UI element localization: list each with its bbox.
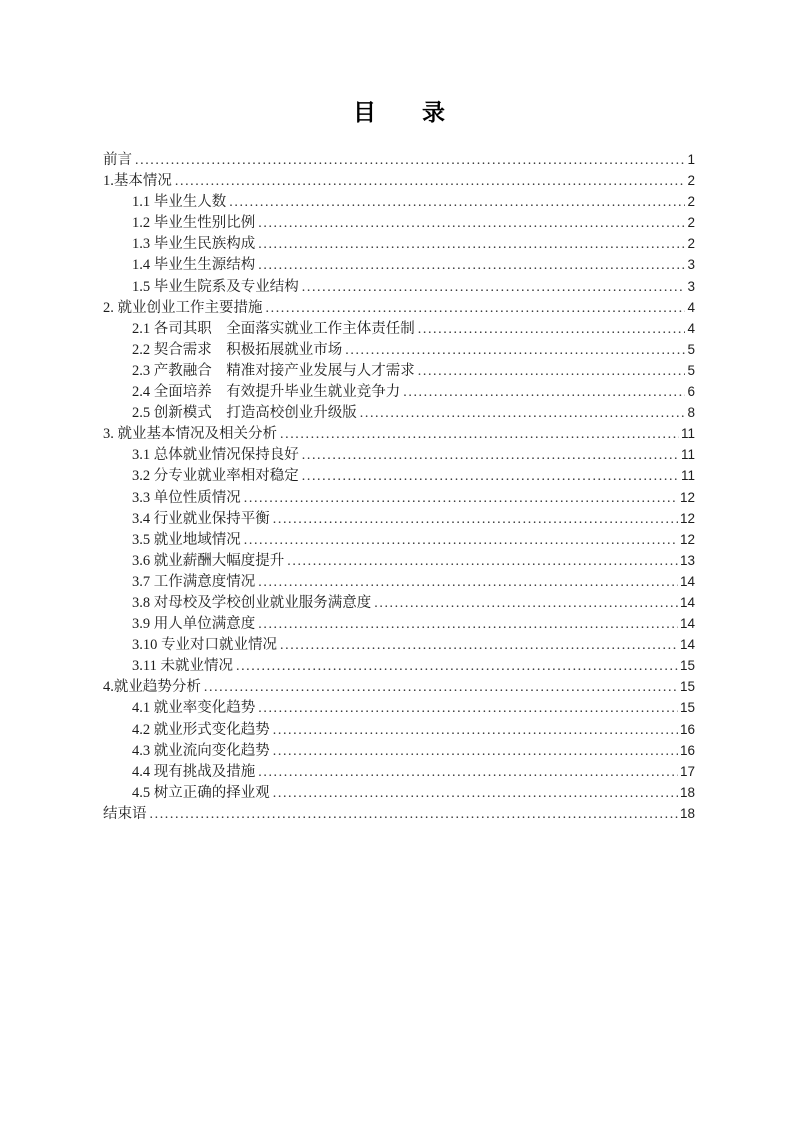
- toc-entry-page: 18: [679, 784, 695, 800]
- toc-entry-page: 11: [680, 426, 695, 442]
- toc-entry-page: 4: [687, 320, 695, 336]
- toc-entry-label: 3.5 就业地域情况: [132, 531, 241, 548]
- toc-entry-page: 12: [679, 510, 695, 526]
- toc-entry[interactable]: [103, 212, 695, 233]
- toc-entry-label: 3.6 就业薪酬大幅度提升: [132, 552, 285, 569]
- toc-entry[interactable]: [103, 360, 695, 381]
- toc-entry-label: 3.10 专业对口就业情况: [132, 637, 277, 654]
- dot-leader: [258, 698, 678, 719]
- toc-entry[interactable]: [103, 191, 695, 212]
- toc-entry-page: 13: [679, 552, 695, 568]
- toc-entry[interactable]: [103, 803, 695, 824]
- dot-leader: [273, 509, 678, 530]
- toc-entry-page: 16: [679, 742, 695, 758]
- toc-entry-page: 4: [687, 299, 695, 315]
- toc-entry-page: 14: [679, 594, 695, 610]
- toc-entry-page: 5: [687, 362, 695, 378]
- toc-entry[interactable]: [103, 550, 695, 571]
- toc-entry[interactable]: [103, 318, 695, 339]
- toc-entry-label: 1.4 毕业生生源结构: [132, 257, 256, 274]
- toc-entry-label: 2.2 契合需求 积极拓展就业市场: [132, 341, 343, 358]
- toc-entry-label: 4.就业趋势分析: [103, 679, 201, 696]
- toc-entry-page: 11: [680, 447, 695, 463]
- toc-entry[interactable]: [103, 465, 695, 486]
- toc-entry[interactable]: [103, 423, 695, 444]
- dot-leader: [266, 298, 686, 319]
- toc-entry-page: 3: [687, 257, 695, 273]
- toc-entry[interactable]: [103, 297, 695, 318]
- dot-leader: [175, 171, 686, 192]
- toc-entry-label: 1.3 毕业生民族构成: [132, 236, 256, 253]
- toc-entry-page: 2: [687, 173, 695, 189]
- toc-entry-page: 5: [687, 341, 695, 357]
- dot-leader: [403, 382, 685, 403]
- toc-entry-label: 结束语: [103, 805, 147, 822]
- toc-entry-label: 1.5 毕业生院系及专业结构: [132, 278, 299, 295]
- dot-leader: [273, 741, 678, 762]
- toc-entry[interactable]: [103, 697, 695, 718]
- toc-entry[interactable]: [103, 339, 695, 360]
- toc-entry[interactable]: [103, 233, 695, 254]
- dot-leader: [302, 445, 679, 466]
- toc-entry-page: 14: [679, 616, 695, 632]
- toc-entry-label: 2.5 创新模式 打造高校创业升级版: [132, 405, 357, 422]
- toc-entry[interactable]: [103, 402, 695, 423]
- toc-entry-page: 16: [679, 721, 695, 737]
- dot-leader: [229, 192, 685, 213]
- toc-list: [103, 149, 695, 824]
- toc-entry[interactable]: [103, 634, 695, 655]
- toc-entry[interactable]: [103, 508, 695, 529]
- toc-entry-label: 3.4 行业就业保持平衡: [132, 510, 270, 527]
- dot-leader: [244, 530, 678, 551]
- toc-entry-label: 2.4 全面培养 有效提升毕业生就业竞争力: [132, 384, 401, 401]
- toc-entry[interactable]: [103, 276, 695, 297]
- toc-entry[interactable]: [103, 655, 695, 676]
- toc-entry-page: 8: [687, 405, 695, 421]
- toc-entry-label: 3.7 工作满意度情况: [132, 573, 256, 590]
- toc-entry-label: 4.2 就业形式变化趋势: [132, 721, 270, 738]
- toc-entry-page: 3: [687, 278, 695, 294]
- toc-entry-page: 6: [687, 384, 695, 400]
- toc-title: 目 录: [353, 99, 445, 125]
- toc-entry[interactable]: [103, 571, 695, 592]
- dot-leader: [280, 424, 679, 445]
- toc-entry[interactable]: [103, 676, 695, 697]
- dot-leader: [258, 213, 685, 234]
- dot-leader: [135, 150, 685, 171]
- toc-entry-page: 1: [687, 152, 695, 167]
- toc-entry[interactable]: [103, 613, 695, 634]
- dot-leader: [258, 234, 685, 255]
- toc-entry-page: 12: [679, 531, 695, 547]
- toc-entry-label: 3.2 分专业就业率相对稳定: [132, 468, 299, 485]
- toc-entry[interactable]: [103, 761, 695, 782]
- dot-leader: [345, 340, 685, 361]
- toc-entry[interactable]: [103, 149, 695, 170]
- toc-entry-page: 15: [679, 700, 695, 716]
- toc-entry-label: 1.基本情况: [103, 173, 172, 190]
- toc-entry-page: 15: [679, 679, 695, 695]
- toc-entry-page: 14: [679, 637, 695, 653]
- toc-entry-label: 4.3 就业流向变化趋势: [132, 742, 270, 759]
- toc-entry[interactable]: [103, 444, 695, 465]
- toc-entry[interactable]: [103, 782, 695, 803]
- toc-entry-label: 2.1 各司其职 全面落实就业工作主体责任制: [132, 320, 415, 337]
- dot-leader: [244, 488, 678, 509]
- toc-entry-label: 3. 就业基本情况及相关分析: [103, 426, 277, 443]
- toc-entry-label: 3.9 用人单位满意度: [132, 616, 256, 633]
- toc-entry-page: 2: [687, 236, 695, 252]
- dot-leader: [418, 361, 686, 382]
- toc-entry-label: 1.1 毕业生人数: [132, 194, 227, 211]
- toc-entry-page: 2: [687, 194, 695, 210]
- toc-entry-label: 2. 就业创业工作主要措施: [103, 299, 263, 316]
- dot-leader: [258, 762, 678, 783]
- toc-entry-label: 2.3 产教融合 精准对接产业发展与人才需求: [132, 362, 415, 379]
- dot-leader: [280, 635, 678, 656]
- toc-content: [103, 94, 695, 824]
- dot-leader: [287, 551, 678, 572]
- toc-entry[interactable]: [103, 487, 695, 508]
- toc-entry-label: 3.1 总体就业情况保持良好: [132, 447, 299, 464]
- toc-entry-page: 14: [679, 573, 695, 589]
- dot-leader: [302, 277, 686, 298]
- toc-entry-page: 18: [679, 805, 695, 821]
- dot-leader: [302, 466, 679, 487]
- toc-entry[interactable]: [103, 740, 695, 761]
- toc-entry[interactable]: [103, 170, 695, 191]
- dot-leader: [150, 804, 678, 825]
- dot-leader: [236, 656, 678, 677]
- dot-leader: [273, 783, 678, 804]
- dot-leader: [258, 255, 685, 276]
- dot-leader: [258, 572, 678, 593]
- dot-leader: [374, 593, 678, 614]
- toc-entry-page: 15: [679, 658, 695, 674]
- toc-entry[interactable]: [103, 719, 695, 740]
- toc-entry-page: 11: [680, 468, 695, 484]
- toc-entry-label: 前言: [103, 152, 132, 168]
- dot-leader: [258, 614, 678, 635]
- dot-leader: [273, 720, 678, 741]
- toc-entry[interactable]: [103, 592, 695, 613]
- toc-entry-label: 3.8 对母校及学校创业就业服务满意度: [132, 594, 372, 611]
- toc-entry-page: 12: [679, 489, 695, 505]
- dot-leader: [418, 319, 686, 340]
- toc-entry-page: 2: [687, 215, 695, 231]
- toc-entry[interactable]: [103, 529, 695, 550]
- toc-entry-label: 4.1 就业率变化趋势: [132, 700, 256, 717]
- toc-entry[interactable]: [103, 381, 695, 402]
- dot-leader: [204, 677, 678, 698]
- toc-entry[interactable]: [103, 254, 695, 275]
- dot-leader: [360, 403, 686, 424]
- toc-entry-label: 3.3 单位性质情况: [132, 489, 241, 506]
- toc-entry-label: 1.2 毕业生性别比例: [132, 215, 256, 232]
- toc-entry-label: 4.5 树立正确的择业观: [132, 784, 270, 801]
- toc-entry-label: 4.4 现有挑战及措施: [132, 763, 256, 780]
- toc-entry-label: 3.11 未就业情况: [132, 658, 233, 675]
- toc-entry-page: 17: [679, 763, 695, 779]
